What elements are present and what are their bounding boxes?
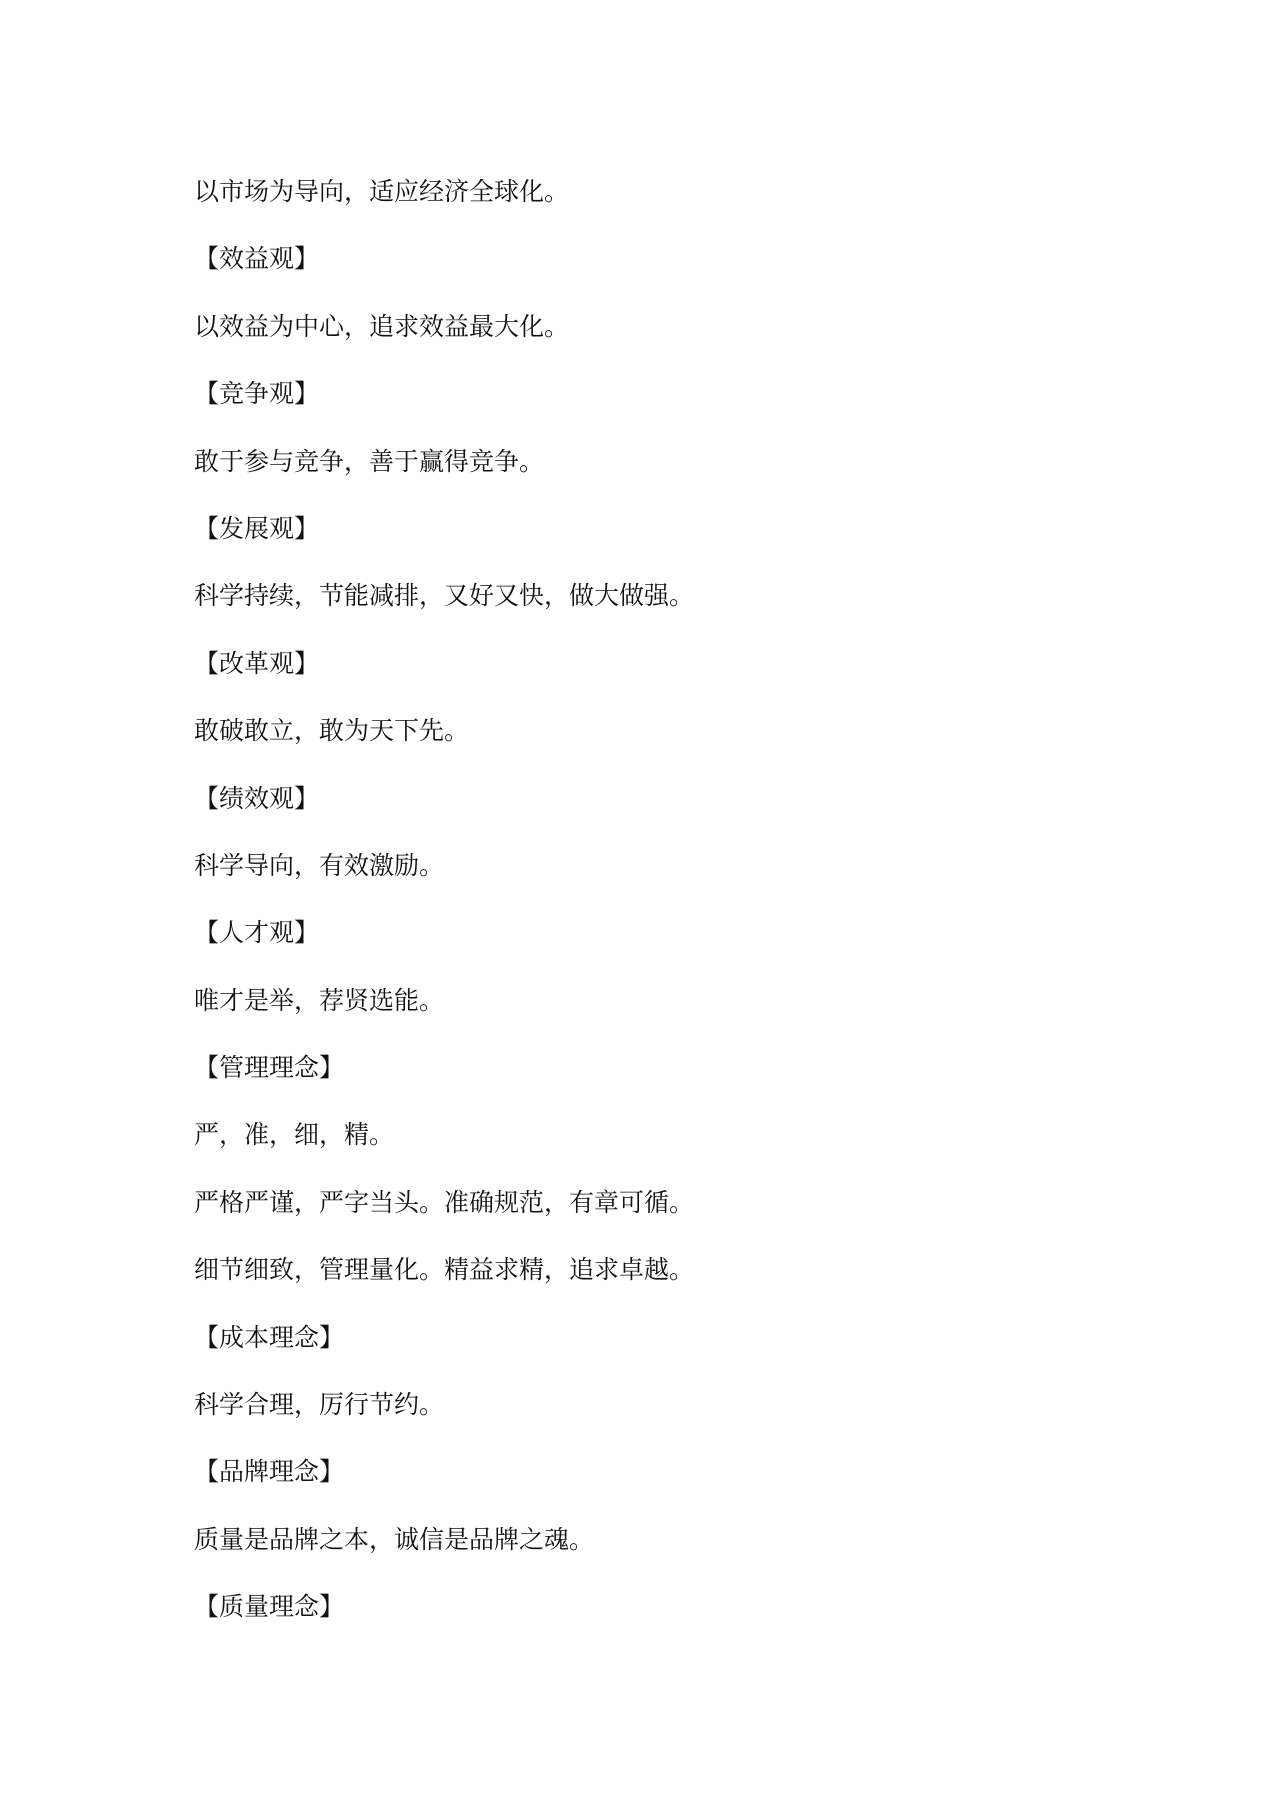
section-heading-cost: 【成本理念】 bbox=[194, 1322, 345, 1352]
body-text-management-1: 严，准，细，精。 bbox=[194, 1120, 395, 1150]
section-heading-performance: 【绩效观】 bbox=[194, 783, 320, 813]
section-heading-competition: 【竞争观】 bbox=[194, 379, 320, 409]
body-text-management-2: 严格严谨，严字当头。准确规范，有章可循。 bbox=[194, 1187, 695, 1217]
body-text-talent: 唯才是举，荐贤选能。 bbox=[194, 985, 445, 1015]
body-text-management-3: 细节细致，管理量化。精益求精，追求卓越。 bbox=[194, 1255, 695, 1285]
body-text-brand: 质量是品牌之本，诚信是品牌之魂。 bbox=[194, 1524, 595, 1554]
body-text-performance: 科学导向，有效激励。 bbox=[194, 850, 445, 880]
section-heading-brand: 【品牌理念】 bbox=[194, 1457, 345, 1487]
document-body bbox=[194, 170, 1154, 1653]
section-heading-talent: 【人才观】 bbox=[194, 918, 320, 948]
body-text-cost: 科学合理，厉行节约。 bbox=[194, 1390, 445, 1420]
body-text-competition: 敢于参与竞争，善于赢得竞争。 bbox=[194, 446, 545, 476]
body-text-market: 以市场为导向，适应经济全球化。 bbox=[194, 177, 570, 206]
section-heading-management: 【管理理念】 bbox=[194, 1053, 345, 1083]
section-heading-benefit: 【效益观】 bbox=[194, 244, 320, 274]
body-text-benefit: 以效益为中心，追求效益最大化。 bbox=[194, 311, 570, 341]
section-heading-development: 【发展观】 bbox=[194, 513, 320, 543]
section-heading-reform: 【改革观】 bbox=[194, 648, 320, 678]
body-text-development: 科学持续，节能减排，又好又快，做大做强。 bbox=[194, 581, 695, 611]
section-heading-quality: 【质量理念】 bbox=[194, 1592, 345, 1622]
body-text-reform: 敢破敢立，敢为天下先。 bbox=[194, 716, 470, 746]
